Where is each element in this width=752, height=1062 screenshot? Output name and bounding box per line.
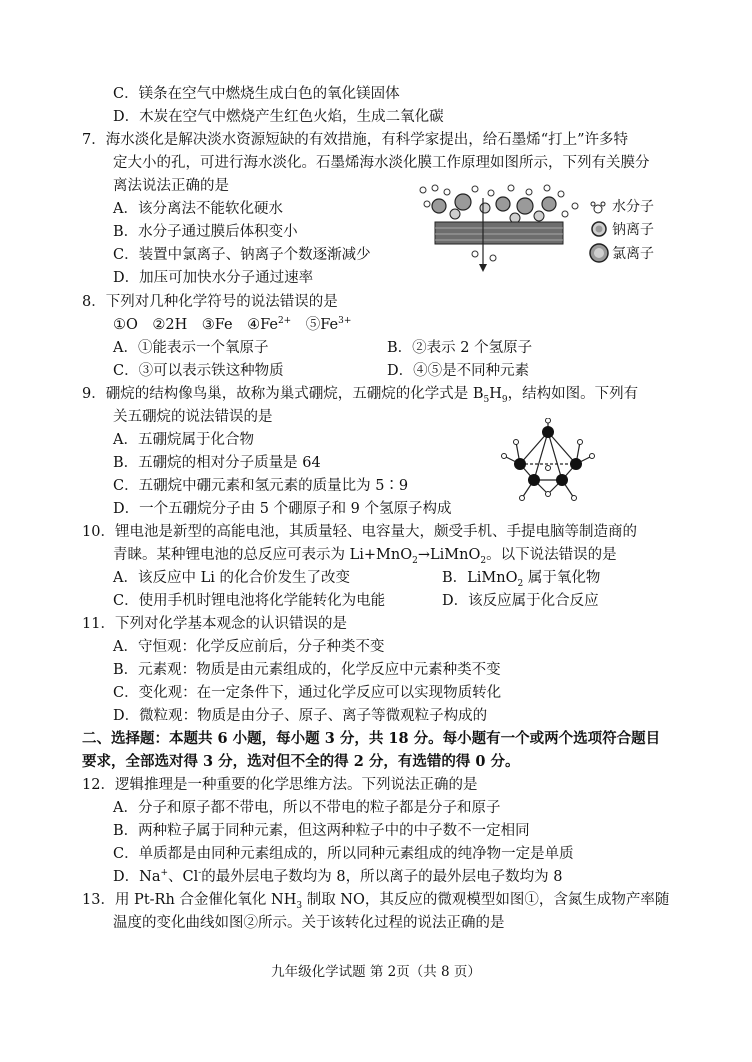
question-7-stem: 定大小的孔，可进行海水淡化。石墨烯海水淡化膜工作原理如图所示，下列有关膜分 xyxy=(113,155,650,171)
legend-water: 水分子 xyxy=(612,199,654,215)
section-2-heading: 二、选择题：本题共 6 小题，每小题 3 分，共 18 分。每小题有一个或两个选项符合题目 xyxy=(82,730,661,747)
option-text: D．木炭在空气中燃烧产生红色火焰，生成二氧化碳 xyxy=(113,109,444,125)
option-text: C．使用手机时锂电池将化学能转化为电能 xyxy=(113,593,386,609)
question-9-stem: 关五硼烷的说法错误的是 xyxy=(113,409,273,425)
legend-chloride: 氯离子 xyxy=(612,246,654,262)
question-10-stem: 10．锂电池是新型的高能电池，其质量轻、电容量大，颇受手机、手提电脑等制造商的 xyxy=(82,524,637,540)
option-text: C．镁条在空气中燃烧生成白色的氧化镁固体 xyxy=(113,86,400,102)
question-8-symbols: ①O ②2H ③Fe $④Fe^{2+}$ $⑤Fe^{3+}$ xyxy=(113,316,352,333)
option-text: B．元素观：物质是由元素组成的，化学反应中元素种类不变 xyxy=(113,662,501,678)
option-text: C．③可以表示铁这种物质 xyxy=(113,363,284,379)
question-11-stem: 11．下列对化学基本观念的认识错误的是 xyxy=(82,616,347,632)
option-text: B．两种粒子属于同种元素，但这两种粒子中的中子数不一定相同 xyxy=(113,823,530,839)
option-text: B．水分子通过膜后体积变小 xyxy=(113,224,298,240)
option-text: B．LiMnO$_2$ 属于氧化物 xyxy=(442,570,601,589)
page-footer: 九年级化学试题 第 2页（共 8 页） xyxy=(271,964,481,980)
question-12-stem: 12．逻辑推理是一种重要的化学思维方法。下列说法正确的是 xyxy=(82,777,478,793)
option-text: D．微粒观：物质是由分子、原子、离子等微观粒子构成的 xyxy=(113,708,488,724)
question-7-stem: 离法说法正确的是 xyxy=(113,178,229,194)
question-13-stem: 温度的变化曲线如图②所示。关于该转化过程的说法正确的是 xyxy=(113,915,505,931)
membrane-figure xyxy=(415,184,585,274)
sodium-ion-icon xyxy=(590,220,608,238)
option-text: D．Na+、Cl-的最外层电子数均为 8，所以离子的最外层电子数均为 8 xyxy=(113,868,563,885)
option-text: D．该反应属于化合反应 xyxy=(442,593,599,609)
option-text: D．加压可加快水分子通过速率 xyxy=(113,270,314,286)
option-text: C．单质都是由同种元素组成的，所以同种元素组成的纯净物一定是单质 xyxy=(113,846,574,862)
option-text: A．分子和原子都不带电，所以不带电的粒子都是分子和原子 xyxy=(113,800,501,816)
option-text: D．一个五硼烷分子由 5 个硼原子和 9 个氢原子构成 xyxy=(113,501,452,517)
water-molecule-icon xyxy=(590,201,606,215)
chloride-ion-icon xyxy=(588,242,610,264)
option-text: C．装置中氯离子、钠离子个数逐渐减少 xyxy=(113,247,371,263)
pentaborane-structure-figure xyxy=(498,418,598,506)
question-13-stem: 13．用 Pt-Rh 合金催化氧化 $NH_3$ 制取 NO，其反应的微观模型如图①，含氮生成物产率随 xyxy=(82,892,670,911)
option-text: B．②表示 2 个氢原子 xyxy=(387,340,533,356)
question-10-stem: 青睐。某种锂电池的总反应可表示为 Li+MnO$_2$→LiMnO$_2$。以下说法错误的是 xyxy=(113,547,617,566)
legend-sodium: 钠离子 xyxy=(612,222,654,238)
option-text: A．①能表示一个氧原子 xyxy=(113,340,269,356)
question-9-stem: 9．硼烷的结构像鸟巢，故称为巢式硼烷，五硼烷的化学式是 $B_5H_9$，结构如图。下列有 xyxy=(82,386,639,405)
option-text: A．五硼烷属于化合物 xyxy=(113,432,254,448)
question-7-stem: 7．海水淡化是解决淡水资源短缺的有效措施，有科学家提出，给石墨烯“打上”许多特 xyxy=(82,132,629,148)
option-text: A．守恒观：化学反应前后，分子种类不变 xyxy=(113,639,385,655)
option-text: B．五硼烷的相对分子质量是 64 xyxy=(113,455,321,471)
option-text: A．该分离法不能软化硬水 xyxy=(113,201,283,217)
option-text: A．该反应中 Li 的化合价发生了改变 xyxy=(113,570,350,586)
option-text: D．④⑤是不同种元素 xyxy=(387,363,530,379)
option-text: C．变化观：在一定条件下，通过化学反应可以实现物质转化 xyxy=(113,685,502,701)
section-2-heading: 要求，全部选对得 3 分，选对但不全的得 2 分，有选错的得 0 分。 xyxy=(82,753,520,770)
question-8-stem: 8．下列对几种化学符号的说法错误的是 xyxy=(82,294,338,310)
option-text: C．五硼烷中硼元素和氢元素的质量比为 5∶9 xyxy=(113,478,409,494)
